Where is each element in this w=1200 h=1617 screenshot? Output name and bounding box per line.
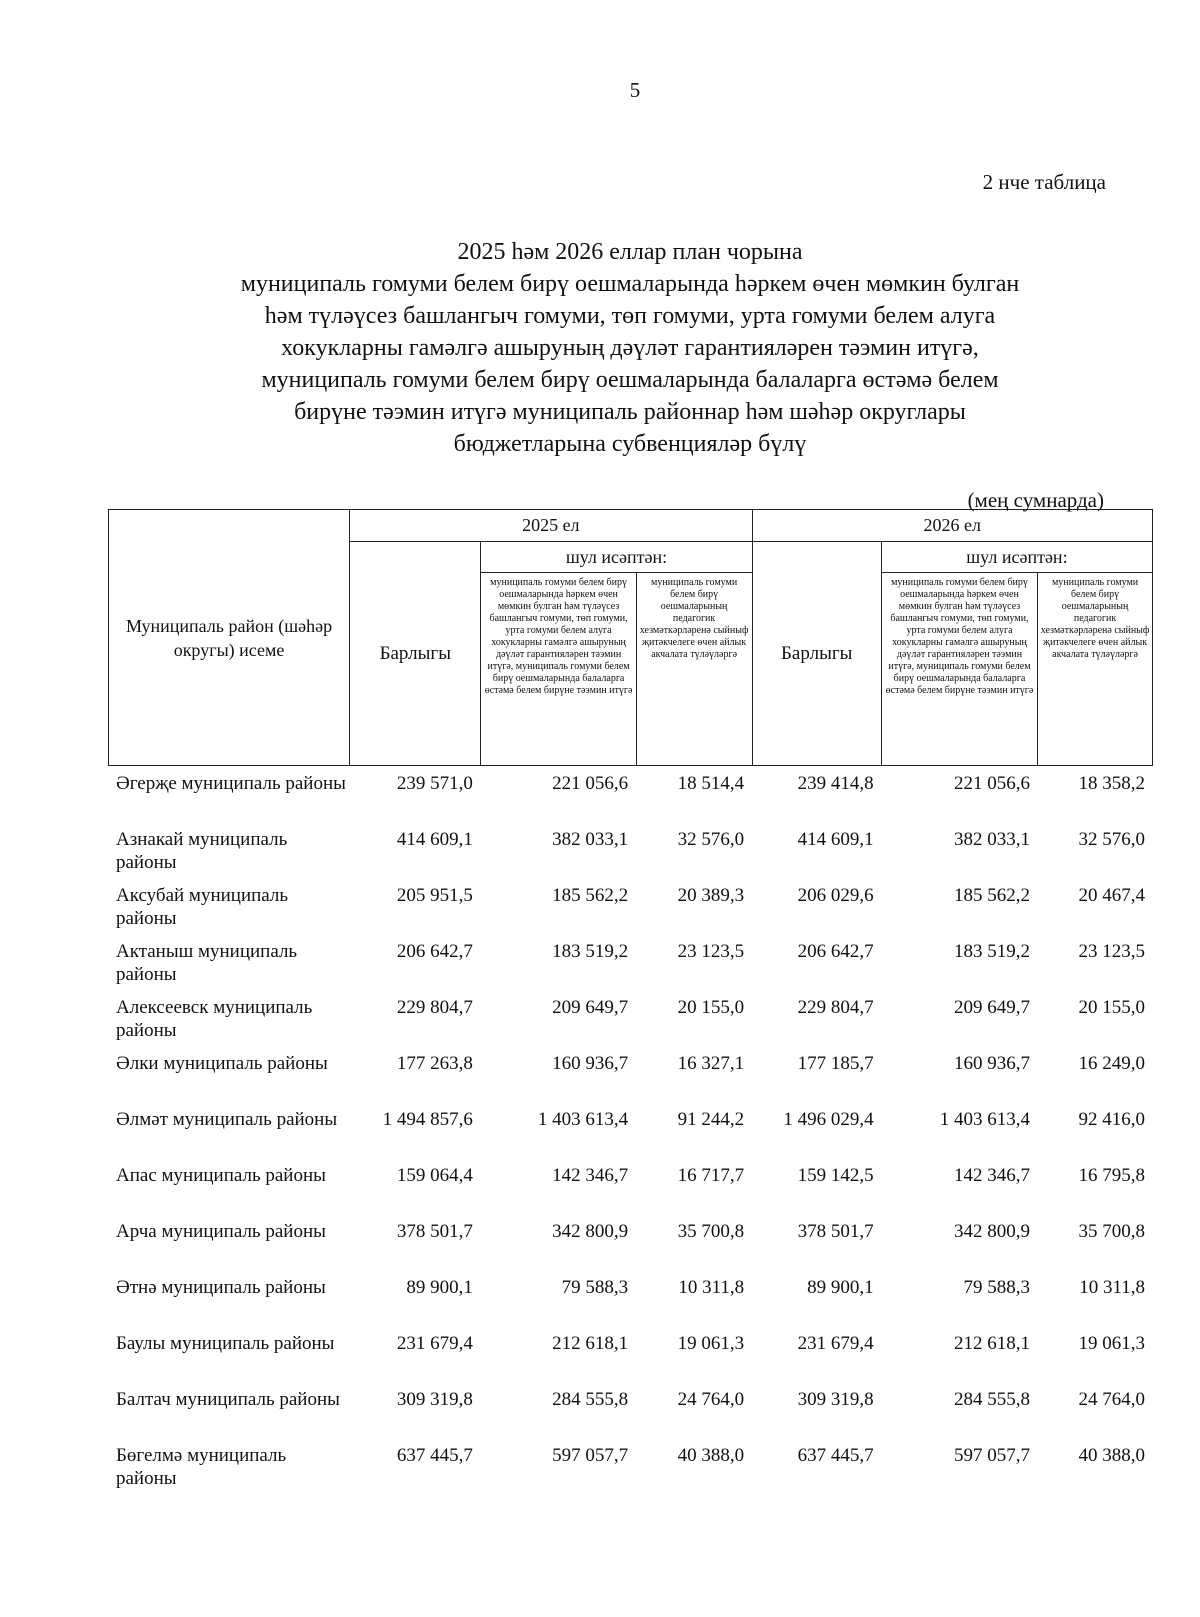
total-2025-cell: 177 263,8 <box>396 1053 473 1074</box>
header-subcol-guarantees-2026: муниципаль гомуми белем бирү оешмаларында һәркем өчен мөмкин булган һәм түләүсез башлангыч гомуми, төп гомуми, урта гомуми белем алуга хокукларны гамәлгә ашыруның дәүләт гарантияләрен тәэмин итүгә, муниципаль гомуми белем бирү оешмаларында балаларга өстәмә белем бирүне тәэмин итүгә <box>881 573 1037 766</box>
total-2026-cell: 637 445,7 <box>797 1445 874 1466</box>
guarantees-2026-cell: 284 555,8 <box>953 1389 1030 1410</box>
class-teacher-2025-cell: 10 311,8 <box>678 1277 745 1298</box>
total-2026-cell: 159 142,5 <box>797 1165 874 1186</box>
total-2026-cell: 206 642,7 <box>797 941 874 962</box>
guarantees-2025-cell: 185 562,2 <box>552 885 629 906</box>
guarantees-2026-cell: 79 588,3 <box>963 1277 1030 1298</box>
class-teacher-2026-cell: 20 467,4 <box>1078 885 1145 906</box>
guarantees-2025-cell: 382 033,1 <box>552 829 629 850</box>
header-name-column: Муниципаль район (шәһәр округы) исеме <box>109 510 350 766</box>
guarantees-2025-cell: 597 057,7 <box>552 1445 629 1466</box>
guarantees-2025-cell: 209 649,7 <box>552 997 629 1018</box>
class-teacher-2026-cell: 20 155,0 <box>1078 997 1145 1018</box>
title-line: бирүне тәэмин итүгә муниципаль районнар һәм шәһәр округлары <box>294 399 966 425</box>
page-number: 5 <box>629 78 641 102</box>
class-teacher-2025-cell: 16 717,7 <box>677 1165 745 1186</box>
district-name-cell: Бөгелмә муниципаль районы <box>116 1445 287 1489</box>
header-including-2025: шул исәптән: <box>481 542 752 573</box>
district-name-cell: Аксубай муниципаль районы <box>116 885 289 929</box>
title-line: һәм түләүсез башлангыч гомуми, төп гомуми, урта гомуми белем алуга <box>264 303 996 329</box>
guarantees-2025-cell: 1 403 613,4 <box>537 1109 629 1130</box>
district-name-cell: Апас муниципаль районы <box>116 1165 326 1186</box>
total-2025-cell: 414 609,1 <box>396 829 473 850</box>
class-teacher-2025-cell: 18 514,4 <box>677 773 745 794</box>
total-2026-cell: 231 679,4 <box>797 1333 874 1354</box>
total-2025-cell: 239 571,0 <box>396 773 473 794</box>
table-row <box>108 1276 1153 1332</box>
guarantees-2026-cell: 142 346,7 <box>953 1165 1030 1186</box>
district-name-cell: Әгерҗе муниципаль районы <box>116 773 346 794</box>
class-teacher-2025-cell: 24 764,0 <box>677 1389 745 1410</box>
total-2025-cell: 205 951,5 <box>396 885 473 906</box>
total-2025-cell: 231 679,4 <box>396 1333 473 1354</box>
total-2026-cell: 309 319,8 <box>797 1389 874 1410</box>
total-2025-cell: 89 900,1 <box>406 1277 473 1298</box>
class-teacher-2025-cell: 20 389,3 <box>677 885 745 906</box>
document-title <box>140 236 1120 460</box>
class-teacher-2026-cell: 16 249,0 <box>1078 1053 1145 1074</box>
guarantees-2026-cell: 209 649,7 <box>953 997 1030 1018</box>
title-line: муниципаль гомуми белем бирү оешмаларында һәркем өчен мөмкин булган <box>240 271 1020 297</box>
total-2026-cell: 414 609,1 <box>797 829 874 850</box>
total-2025-cell: 1 494 857,6 <box>382 1109 473 1130</box>
total-2026-cell: 89 900,1 <box>807 1277 874 1298</box>
table-header <box>108 509 1153 766</box>
guarantees-2025-cell: 160 936,7 <box>552 1053 629 1074</box>
total-2025-cell: 378 501,7 <box>396 1221 473 1242</box>
class-teacher-2026-cell: 40 388,0 <box>1078 1445 1145 1466</box>
guarantees-2026-cell: 160 936,7 <box>953 1053 1030 1074</box>
table-row <box>108 1332 1153 1388</box>
total-2025-cell: 637 445,7 <box>396 1445 473 1466</box>
class-teacher-2026-cell: 24 764,0 <box>1078 1389 1145 1410</box>
class-teacher-2026-cell: 35 700,8 <box>1078 1221 1145 1242</box>
table-row <box>108 884 1153 940</box>
table-label: 2 нче таблица <box>982 170 1106 194</box>
guarantees-2026-cell: 342 800,9 <box>953 1221 1030 1242</box>
district-name-cell: Балтач муниципаль районы <box>116 1389 340 1410</box>
total-2026-cell: 177 185,7 <box>797 1053 874 1074</box>
table-row <box>108 940 1153 996</box>
guarantees-2026-cell: 185 562,2 <box>953 885 1030 906</box>
guarantees-2025-cell: 142 346,7 <box>552 1165 629 1186</box>
total-2025-cell: 206 642,7 <box>396 941 473 962</box>
class-teacher-2026-cell: 16 795,8 <box>1078 1165 1145 1186</box>
class-teacher-2025-cell: 23 123,5 <box>677 941 745 962</box>
guarantees-2025-cell: 221 056,6 <box>552 773 629 794</box>
district-name-cell: Азнакай муниципаль районы <box>116 829 288 873</box>
total-2026-cell: 1 496 029,4 <box>783 1109 874 1130</box>
class-teacher-2026-cell: 92 416,0 <box>1078 1109 1145 1130</box>
class-teacher-2025-cell: 35 700,8 <box>677 1221 745 1242</box>
table-row <box>108 1388 1153 1444</box>
district-name-cell: Актаныш муниципаль районы <box>116 941 298 985</box>
class-teacher-2025-cell: 19 061,3 <box>677 1333 745 1354</box>
guarantees-2026-cell: 183 519,2 <box>953 941 1030 962</box>
title-line: муниципаль гомуми белем бирү оешмаларында балаларга өстәмә белем <box>261 367 999 393</box>
guarantees-2025-cell: 79 588,3 <box>561 1277 629 1298</box>
guarantees-2026-cell: 221 056,6 <box>953 773 1030 794</box>
title-line: бюджетларына субвенцияләр бүлү <box>453 431 807 457</box>
total-2026-cell: 206 029,6 <box>797 885 874 906</box>
total-2026-cell: 229 804,7 <box>797 997 874 1018</box>
header-subcol-class-teacher-2026: муниципаль гомуми белем бирү оешмаларының педагогик хезмәткәрләренә сыйныф җитәкчелеге өчен айлык акчалата түләүләргә <box>1038 573 1153 766</box>
header-year-2026: 2026 ел <box>752 510 1152 542</box>
guarantees-2025-cell: 342 800,9 <box>552 1221 629 1242</box>
guarantees-2026-cell: 597 057,7 <box>953 1445 1030 1466</box>
guarantees-2025-cell: 284 555,8 <box>552 1389 629 1410</box>
table-body <box>108 772 1153 1500</box>
table-row <box>108 1444 1153 1500</box>
table-row <box>108 1108 1153 1164</box>
district-name-cell: Әлки муниципаль районы <box>116 1053 328 1074</box>
district-name-cell: Баулы муниципаль районы <box>116 1333 335 1354</box>
table-row <box>108 1220 1153 1276</box>
guarantees-2026-cell: 382 033,1 <box>953 829 1030 850</box>
guarantees-2026-cell: 212 618,1 <box>953 1333 1030 1354</box>
header-subcol-guarantees-2025: муниципаль гомуми белем бирү оешмаларында һәркем өчен мөмкин булган һәм түләүсез башлангыч гомуми, төп гомуми, урта гомуми белем алуга хокукларны гамәлгә ашыруның дәүләт гарантияләрен тәэмин итүгә, муниципаль гомуми белем бирү оешмаларында балаларга өстәмә белем бирүне тәэмин итүгә <box>481 573 636 766</box>
district-name-cell: Алексеевск муниципаль районы <box>116 997 313 1041</box>
class-teacher-2026-cell: 10 311,8 <box>1079 1277 1145 1298</box>
class-teacher-2025-cell: 20 155,0 <box>677 997 745 1018</box>
table-row <box>108 828 1153 884</box>
guarantees-2026-cell: 1 403 613,4 <box>939 1109 1030 1130</box>
class-teacher-2025-cell: 16 327,1 <box>677 1053 745 1074</box>
class-teacher-2026-cell: 23 123,5 <box>1078 941 1145 962</box>
class-teacher-2026-cell: 18 358,2 <box>1078 773 1145 794</box>
total-2026-cell: 378 501,7 <box>797 1221 874 1242</box>
class-teacher-2025-cell: 40 388,0 <box>677 1445 745 1466</box>
header-subcol-class-teacher-2025: муниципаль гомуми белем бирү оешмаларының педагогик хезмәткәрләренә сыйныф җитәкчелеге өчен айлык акчалата түләүләргә <box>636 573 752 766</box>
district-name-cell: Арча муниципаль районы <box>116 1221 326 1242</box>
district-name-cell: Әлмәт муниципаль районы <box>116 1109 338 1130</box>
header-year-2025: 2025 ел <box>350 510 752 542</box>
class-teacher-2026-cell: 19 061,3 <box>1078 1333 1145 1354</box>
total-2025-cell: 159 064,4 <box>396 1165 473 1186</box>
title-line: хокукларны гамәлгә ашыруның дәүләт гарантияләрен тәэмин итүгә, <box>281 335 979 361</box>
district-name-cell: Әтнә муниципаль районы <box>116 1277 326 1298</box>
class-teacher-2025-cell: 91 244,2 <box>677 1109 745 1130</box>
class-teacher-2026-cell: 32 576,0 <box>1078 829 1145 850</box>
table-row <box>108 772 1153 828</box>
table-row <box>108 1164 1153 1220</box>
table-row <box>108 1052 1153 1108</box>
total-2025-cell: 229 804,7 <box>396 997 473 1018</box>
total-2026-cell: 239 414,8 <box>797 773 874 794</box>
total-2025-cell: 309 319,8 <box>396 1389 473 1410</box>
header-including-2026: шул исәптән: <box>881 542 1152 573</box>
title-line: 2025 һәм 2026 еллар план чорына <box>457 239 803 265</box>
guarantees-2025-cell: 212 618,1 <box>552 1333 629 1354</box>
units-note: (мең сумнарда) <box>967 488 1104 512</box>
class-teacher-2025-cell: 32 576,0 <box>677 829 745 850</box>
header-total-2026: Барлыгы <box>752 542 881 766</box>
header-total-2025: Барлыгы <box>350 542 481 766</box>
guarantees-2025-cell: 183 519,2 <box>552 941 629 962</box>
table-row <box>108 996 1153 1052</box>
